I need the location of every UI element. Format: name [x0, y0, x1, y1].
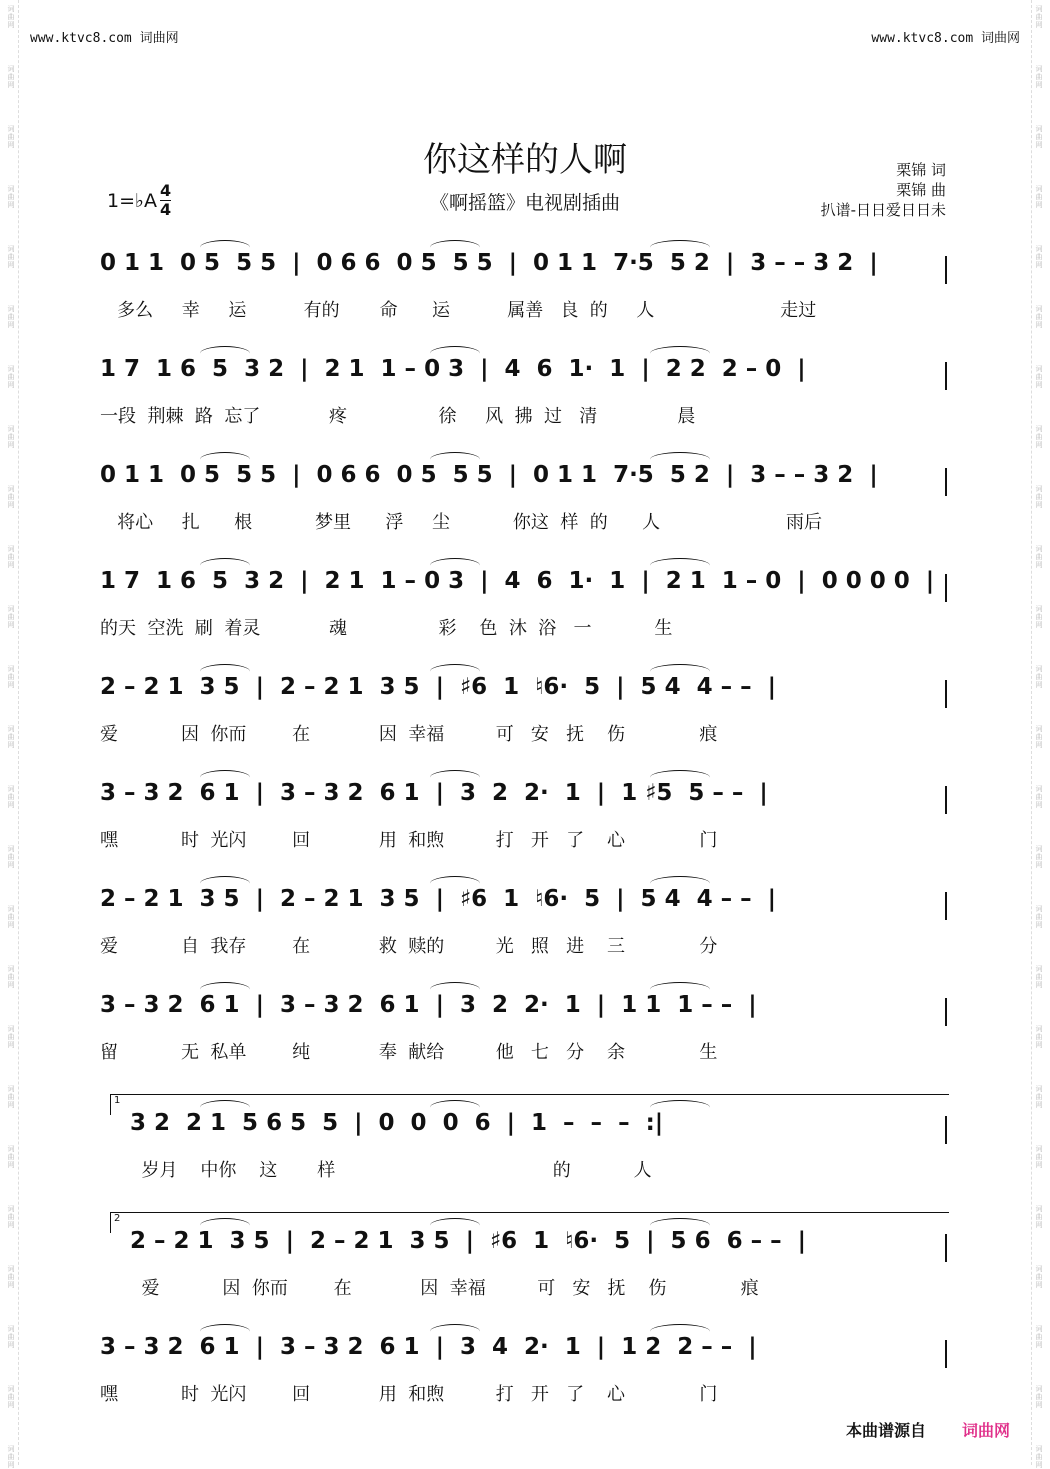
watermark-mark: 词 曲 网: [1035, 365, 1043, 389]
notation-line: [0, 992, 1050, 1026]
lyrics-text: 留 无 私单 纯 奉 献给 他 七 分 余 生: [100, 1042, 718, 1063]
notation-line: [0, 1334, 1050, 1368]
slur-mark: [430, 346, 480, 361]
slur-mark: [430, 1324, 480, 1339]
end-barline: [945, 1234, 947, 1262]
watermark-mark: 词 曲 网: [7, 1085, 15, 1109]
watermark-mark: 词 曲 网: [1035, 1325, 1043, 1349]
watermark-mark: 词 曲 网: [7, 425, 15, 449]
lyrics-text: 嘿 时 光闪 回 用 和煦 打 开 了 心 门: [100, 830, 718, 851]
lyricist-credit: 栗锦 词: [896, 161, 946, 179]
lyrics-text: 爱 因 你而 在 因 幸福 可 安 抚 伤 痕: [130, 1278, 759, 1299]
time-signature-top: 4: [159, 181, 172, 200]
lyrics-text: 多么 幸 运 有的 命 运 属善 良 的 人 走过: [100, 300, 817, 321]
watermark-mark: 词 曲 网: [7, 785, 15, 809]
end-barline: [945, 1340, 947, 1368]
watermark-mark: 词 曲 网: [1035, 245, 1043, 269]
slur-mark: [650, 240, 710, 255]
watermark-mark: 词 曲 网: [7, 245, 15, 269]
slur-mark: [430, 558, 480, 573]
watermark-mark: 词 曲 网: [7, 485, 15, 509]
watermark-mark: 词 曲 网: [7, 365, 15, 389]
slur-mark: [200, 452, 250, 467]
watermark-mark: 词 曲 网: [7, 185, 15, 209]
watermark-mark: 词 曲 网: [7, 1205, 15, 1229]
lyrics-text: 岁月 中你 这 样 的 人: [130, 1160, 652, 1181]
notation-text: 3 2 2 1 5 6 5 5 | 0 0 0 6 | 1 – – – :|: [130, 1110, 664, 1136]
lyrics-text: 爱 自 我存 在 救 赎的 光 照 进 三 分: [100, 936, 718, 957]
watermark-mark: 词 曲 网: [7, 1025, 15, 1049]
notation-text: 0 1 1 0 5 5 5 | 0 6 6 0 5 5 5 | 0 1 1 7·5 5 2 | 3 – – 3 2 |: [100, 462, 878, 488]
volta-bracket: 2: [110, 1212, 949, 1233]
notation-line: [0, 674, 1050, 708]
key-signature: [107, 182, 171, 219]
slur-mark: [650, 876, 710, 891]
watermark-mark: 词 曲 网: [7, 1385, 15, 1409]
watermark-mark: 词 曲 网: [1035, 125, 1043, 149]
key-prefix: 1=♭A: [107, 189, 157, 212]
song-title: 你这样的人啊: [423, 140, 627, 180]
slur-mark: [200, 664, 250, 679]
watermark-mark: 词 曲 网: [1035, 1265, 1043, 1289]
composer-credit: 栗锦 曲: [896, 181, 946, 199]
slur-mark: [200, 1324, 250, 1339]
watermark-mark: 词 曲 网: [7, 125, 15, 149]
lyrics-text: 一段 荆棘 路 忘了 疼 徐 风 拂 过 清 晨: [100, 406, 696, 427]
slur-mark: [650, 982, 710, 997]
footer-brand-link[interactable]: 词曲网: [961, 1421, 1010, 1440]
slur-mark: [200, 876, 250, 891]
watermark-mark: 词 曲 网: [1035, 1145, 1043, 1169]
song-subtitle: 《啊摇篮》电视剧插曲: [429, 192, 620, 214]
slur-mark: [200, 770, 250, 785]
score-row: [0, 568, 1050, 639]
watermark-mark: 词 曲 网: [7, 725, 15, 749]
watermark-mark: 词 曲 网: [1035, 65, 1043, 89]
end-barline: [945, 256, 947, 284]
slur-mark: [430, 982, 480, 997]
end-barline: [945, 468, 947, 496]
lyrics-text: 嘿 时 光闪 回 用 和煦 打 开 了 心 门: [100, 1384, 718, 1405]
watermark-mark: 词 曲 网: [1035, 1025, 1043, 1049]
volta-bracket: 1: [110, 1094, 949, 1115]
lyrics-text: 将心 扎 根 梦里 浮 尘 你这 样 的 人 雨后: [100, 512, 823, 533]
watermark-mark: 词 曲 网: [7, 545, 15, 569]
slur-mark: [430, 240, 480, 255]
score-row: [0, 462, 1050, 533]
notation-text: 2 – 2 1 3 5 | 2 – 2 1 3 5 | ♯6 1 ♮6· 5 | 5 4 4 – – |: [100, 674, 777, 700]
watermark-mark: 词 曲 网: [1035, 965, 1043, 989]
watermark-mark: 词 曲 网: [7, 665, 15, 689]
watermark-mark: 词 曲 网: [1035, 545, 1043, 569]
watermark-mark: 词 曲 网: [1035, 605, 1043, 629]
slur-mark: [650, 452, 710, 467]
footer-source: 本曲谱源自: [845, 1421, 926, 1440]
watermark-mark: 词 曲 网: [7, 965, 15, 989]
notation-line: [0, 568, 1050, 602]
watermark-mark: 词 曲 网: [7, 65, 15, 89]
watermark-mark: 词 曲 网: [1035, 5, 1043, 29]
lyrics-text: 爱 因 你而 在 因 幸福 可 安 抚 伤 痕: [100, 724, 718, 745]
end-barline: [945, 998, 947, 1026]
time-signature: [160, 182, 171, 219]
slur-mark: [200, 240, 250, 255]
watermark-mark: 词 曲 网: [1035, 785, 1043, 809]
notation-line: [0, 780, 1050, 814]
watermark-mark: 词 曲 网: [7, 845, 15, 869]
notation-line: [0, 1110, 1050, 1144]
watermark-mark: 词 曲 网: [7, 1145, 15, 1169]
slur-mark: [200, 558, 250, 573]
notation-line: [0, 250, 1050, 284]
notation-text: 0 1 1 0 5 5 5 | 0 6 6 0 5 5 5 | 0 1 1 7·5 5 2 | 3 – – 3 2 |: [100, 250, 878, 276]
watermark-mark: 词 曲 网: [7, 1445, 15, 1469]
notation-line: [0, 356, 1050, 390]
slur-mark: [430, 876, 480, 891]
end-barline: [945, 574, 947, 602]
slur-mark: [650, 346, 710, 361]
watermark-mark: 词 曲 网: [1035, 905, 1043, 929]
slur-mark: [650, 558, 710, 573]
end-barline: [945, 892, 947, 920]
lyrics-text: 的天 空洗 刷 着灵 魂 彩 色 沐 浴 一 生: [100, 618, 673, 639]
notation-text: 3 – 3 2 6 1 | 3 – 3 2 6 1 | 3 2 2· 1 | 1 1 1 – – |: [100, 992, 757, 1018]
watermark-mark: 词 曲 网: [1035, 1205, 1043, 1229]
notation-text: 2 – 2 1 3 5 | 2 – 2 1 3 5 | ♯6 1 ♮6· 5 | 5 6 6 – – |: [130, 1228, 807, 1254]
watermark-mark: 词 曲 网: [7, 1265, 15, 1289]
end-barline: [945, 362, 947, 390]
notation-line: [0, 1228, 1050, 1262]
credits: [821, 160, 946, 220]
slur-mark: [650, 664, 710, 679]
footer: [846, 1418, 1010, 1441]
notation-text: 2 – 2 1 3 5 | 2 – 2 1 3 5 | ♯6 1 ♮6· 5 | 5 4 4 – – |: [100, 886, 777, 912]
slur-mark: [430, 770, 480, 785]
watermark-mark: 词 曲 网: [1035, 485, 1043, 509]
notation-line: [0, 886, 1050, 920]
notation-text: 3 – 3 2 6 1 | 3 – 3 2 6 1 | 3 2 2· 1 | 1 ♯5 5 – – |: [100, 780, 768, 806]
slur-mark: [650, 770, 710, 785]
end-barline: [945, 1116, 947, 1144]
slur-mark: [200, 982, 250, 997]
header-site-left[interactable]: www.ktvc8.com 词曲网: [30, 31, 179, 46]
watermark-mark: 词 曲 网: [1035, 425, 1043, 449]
watermark-mark: 词 曲 网: [1035, 1085, 1043, 1109]
notation-text: 1 7 1 6 5 3 2 | 2 1 1 – 0 3 | 4 6 1· 1 | 2 2 2 – 0 |: [100, 356, 806, 382]
watermark-mark: 词 曲 网: [1035, 185, 1043, 209]
notation-line: [0, 462, 1050, 496]
watermark-mark: 词 曲 网: [1035, 1385, 1043, 1409]
header-site-right[interactable]: www.ktvc8.com 词曲网: [871, 31, 1020, 46]
slur-mark: [430, 664, 480, 679]
watermark-mark: 词 曲 网: [1035, 725, 1043, 749]
slur-mark: [650, 1324, 710, 1339]
time-signature-bottom: 4: [159, 200, 172, 219]
score-row: [0, 356, 1050, 427]
watermark-mark: 词 曲 网: [1035, 1445, 1043, 1469]
score-row: [0, 780, 1050, 851]
watermark-mark: 词 曲 网: [7, 605, 15, 629]
watermark-mark: 词 曲 网: [7, 5, 15, 29]
watermark-mark: 词 曲 网: [1035, 665, 1043, 689]
end-barline: [945, 786, 947, 814]
watermark-mark: 词 曲 网: [1035, 845, 1043, 869]
slur-mark: [430, 452, 480, 467]
notation-text: 1 7 1 6 5 3 2 | 2 1 1 – 0 3 | 4 6 1· 1 | 2 1 1 – 0 | 0 0 0 0 |: [100, 568, 935, 594]
score-row: [0, 886, 1050, 957]
score-row: [0, 992, 1050, 1063]
transcriber-credit: 扒谱-日日爱日日未: [820, 201, 946, 219]
slur-mark: [200, 346, 250, 361]
watermark-mark: 词 曲 网: [7, 905, 15, 929]
watermark-mark: 词 曲 网: [7, 1325, 15, 1349]
watermark-mark: 词 曲 网: [7, 305, 15, 329]
end-barline: [945, 680, 947, 708]
notation-text: 3 – 3 2 6 1 | 3 – 3 2 6 1 | 3 4 2· 1 | 1 2 2 – – |: [100, 1334, 757, 1360]
watermark-mark: 词 曲 网: [1035, 305, 1043, 329]
